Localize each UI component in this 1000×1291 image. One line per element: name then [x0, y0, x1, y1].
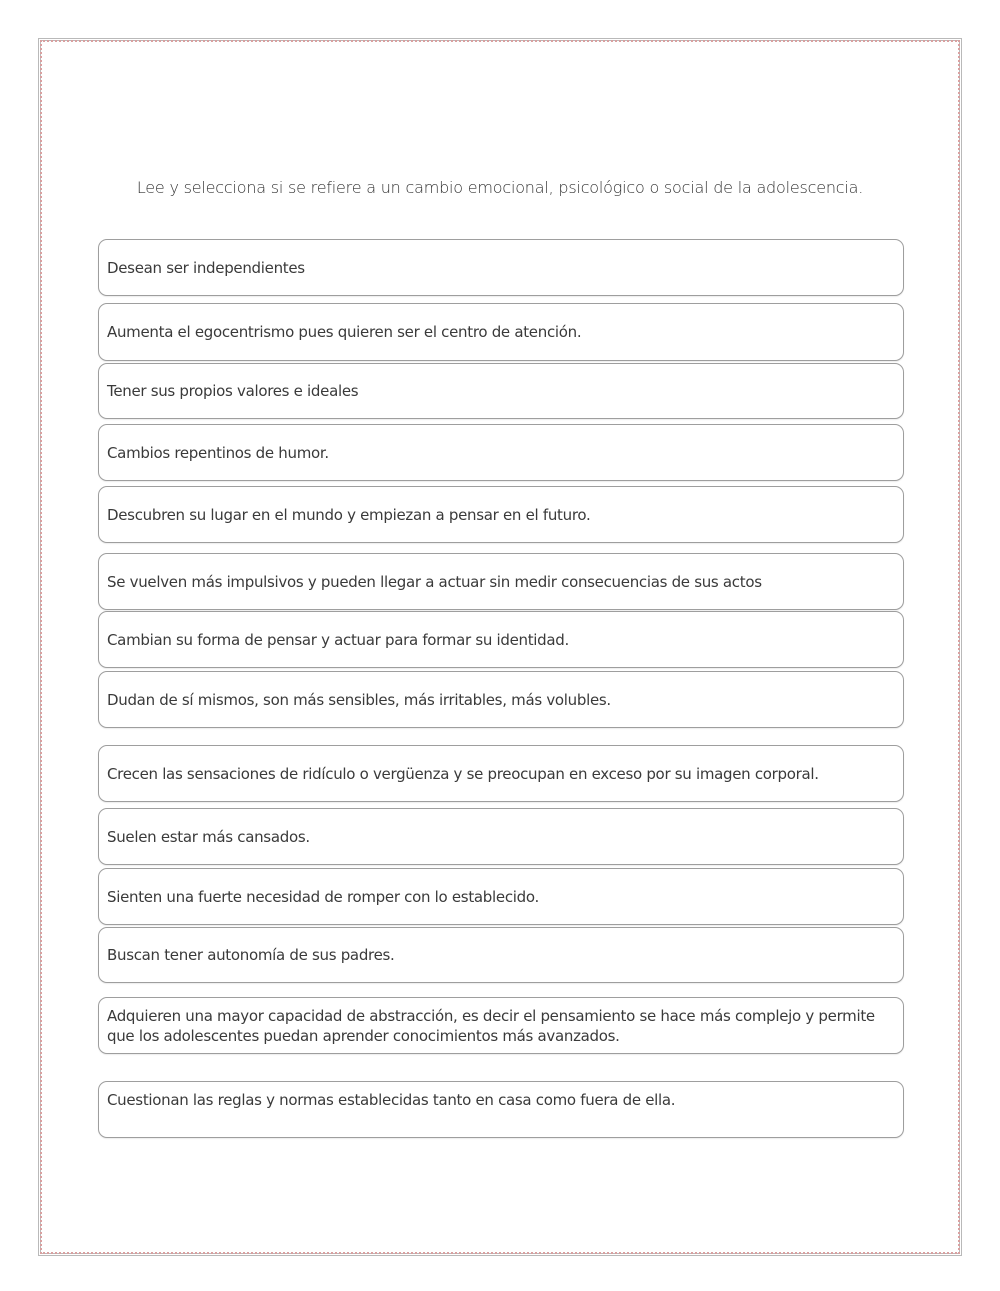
answer-box-9[interactable]: Crecen las sensaciones de ridículo o vergüenza y se preocupan en exceso por su imagen corporal.	[98, 745, 904, 802]
instruction-text: Lee y selecciona si se refiere a un cambio emocional, psicológico o social de la adolescencia.	[136, 178, 864, 197]
answer-box-3[interactable]: Tener sus propios valores e ideales	[98, 363, 904, 419]
answer-box-2[interactable]: Aumenta el egocentrismo pues quieren ser el centro de atención.	[98, 303, 904, 361]
answer-box-14[interactable]: Cuestionan las reglas y normas establecidas tanto en casa como fuera de ella.	[98, 1081, 904, 1138]
answer-box-1[interactable]: Desean ser independientes	[98, 239, 904, 296]
answer-box-5[interactable]: Descubren su lugar en el mundo y empiezan a pensar en el futuro.	[98, 486, 904, 543]
answer-box-8[interactable]: Dudan de sí mismos, son más sensibles, más irritables, más volubles.	[98, 671, 904, 728]
answer-box-4[interactable]: Cambios repentinos de humor.	[98, 424, 904, 481]
answer-box-7[interactable]: Cambian su forma de pensar y actuar para formar su identidad.	[98, 611, 904, 668]
answer-box-6[interactable]: Se vuelven más impulsivos y pueden llegar a actuar sin medir consecuencias de sus actos	[98, 553, 904, 610]
answer-box-13[interactable]: Adquieren una mayor capacidad de abstracción, es decir el pensamiento se hace más complejo y permite que los adolescentes puedan aprender conocimientos más avanzados.	[98, 997, 904, 1054]
answer-box-10[interactable]: Suelen estar más cansados.	[98, 808, 904, 865]
answer-box-11[interactable]: Sienten una fuerte necesidad de romper con lo establecido.	[98, 868, 904, 925]
answer-box-12[interactable]: Buscan tener autonomía de sus padres.	[98, 927, 904, 983]
